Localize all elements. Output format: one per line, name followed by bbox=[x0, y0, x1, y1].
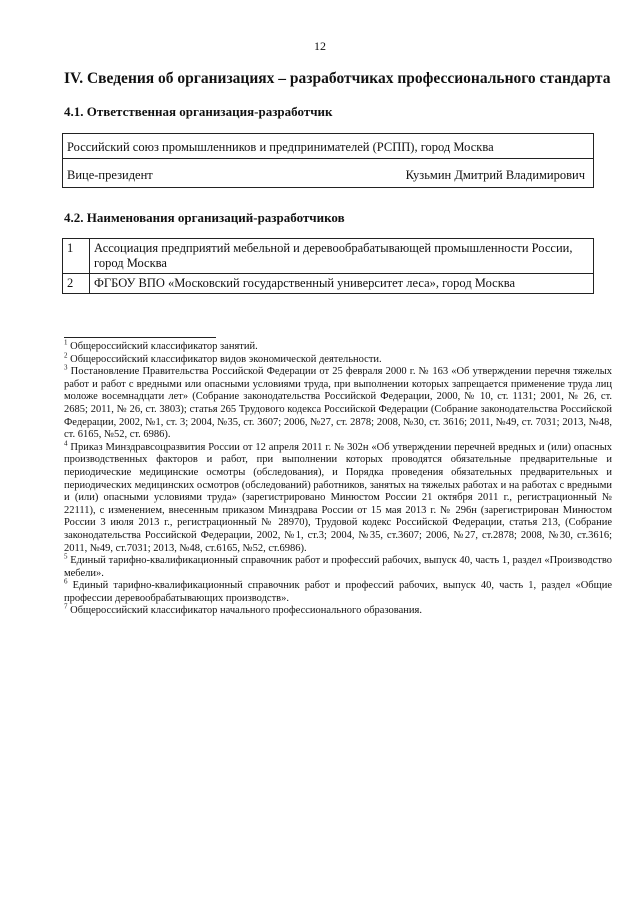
footnote bbox=[64, 363, 612, 442]
footnote-text: Единый тарифно-квалификационный справочник работ и профессий рабочих, выпуск 40, часть 1, раздел «Общие профессии деревообрабатывающих производств». bbox=[64, 580, 612, 604]
footnote-text: Общероссийский классификатор начального профессионального образования. bbox=[70, 605, 422, 617]
footnote bbox=[64, 351, 612, 367]
footnote-mark: 5 bbox=[64, 552, 68, 561]
page-number: 12 bbox=[314, 39, 326, 53]
footnote-mark: 7 bbox=[64, 602, 68, 611]
responsible-org-row bbox=[63, 134, 593, 159]
responsible-org-box bbox=[62, 133, 594, 188]
responsible-org-heading: 4.1. Ответственная организация-разработчик bbox=[64, 104, 333, 119]
footnote-mark: 4 bbox=[64, 439, 68, 448]
footnote-text: Общероссийский классификатор занятий. bbox=[70, 341, 258, 352]
footnote bbox=[64, 577, 612, 605]
developer-orgs-heading: 4.2. Наименования организаций-разработчиков bbox=[64, 210, 345, 225]
footnote-mark: 6 bbox=[64, 577, 68, 586]
footnote-separator bbox=[64, 337, 216, 338]
footnote-text: Постановление Правительства Российской Федерации от 25 февраля 2000 г. № 163 «Об утверждении перечня тяжелых работ и работ с вредными или опасными условиями труда, при выполнении которых запрещается применение труда лиц моложе восемнадцати лет» (Собрание законодательства Российской Федерации, 2000, № 10, ст. 1131; 2001, № 26, ст. 2685; 2011, № 26, ст. 3803); статья 265 Трудового кодекса Российской Федерации (Собрание законодательства Российской Федерации, 2002, №1, ст. 3; 2004, №35, ст. 3607; 2006, №27, ст. 2878; 2008, №30, ст. 3616; 2011, №49, ст. 7031; 2013, №48, ст. 6165, №52, ст. 6986). bbox=[64, 366, 612, 441]
footnote-mark: 1 bbox=[64, 338, 68, 347]
responsible-org-name: Российский союз промышленников и предпринимателей (РСПП), город Москва bbox=[67, 140, 494, 154]
responsible-person-name: Кузьмин Дмитрий Владимирович bbox=[405, 168, 585, 182]
responsible-person-row bbox=[63, 159, 593, 187]
responsible-person-position: Вице-президент bbox=[67, 168, 153, 182]
footnote-mark: 3 bbox=[64, 363, 68, 372]
footnotes bbox=[64, 338, 613, 618]
section-title: IV. Сведения об организациях – разработчиках профессионального стандарта bbox=[64, 70, 611, 87]
footnote bbox=[64, 552, 613, 580]
footnote bbox=[64, 338, 612, 354]
table-row bbox=[63, 239, 594, 274]
footnote-text: Общероссийский классификатор видов экономической деятельности. bbox=[70, 353, 382, 365]
footnote-text: Приказ Минздравсоцразвития России от 12 апреля 2011 г. № 302н «Об утверждении перечней вредных и (или) опасных производственных факторов и работ, при выполнении которых проводятся обязательные предварительные и периодические медицинские осмотры (обследования), и Порядка проведения обязательных предварительных и периодических медицинских осмотров (обследований) работников, занятых на тяжелых работах и на работах с вредными и (или) опасными условиями труда» (зарегистрировано Минюстом России 21 октября 2011 г., регистрационный № 22111), с изменением, внесенным приказом Минздрава России от 15 мая 2013 г. № 296н (зарегистрирован Минюстом России 3 июля 2013 г., регистрационный № 28970), Трудовой кодекс Российской Федерации, статья 213, (Собрание законодательства Российской Федерации, 2002, №1, ст.3; 2004, №35, ст.3607; 2006, №27, ст.2878; 2008, №30, ст.3616; 2011, №49, ст.7031; 2013, №48, ст.6165, №52, ст.6986). bbox=[64, 441, 613, 554]
footnote bbox=[64, 602, 612, 618]
developer-org-name: Ассоциация предприятий мебельной и деревообрабатывающей промышленности России, город Москва bbox=[90, 239, 594, 274]
footnote-mark: 2 bbox=[64, 351, 68, 360]
table-row bbox=[63, 274, 594, 294]
developer-orgs-table bbox=[62, 238, 594, 294]
footnote-text: Единый тарифно-квалификационный справочник работ и профессий рабочих, выпуск 40, часть 1, раздел «Производство мебели». bbox=[64, 555, 613, 579]
footnote bbox=[64, 439, 613, 555]
developer-org-name: ФГБОУ ВПО «Московский государственный университет леса», город Москва bbox=[90, 274, 594, 294]
row-number: 1 bbox=[63, 239, 90, 274]
row-number: 2 bbox=[63, 274, 90, 294]
